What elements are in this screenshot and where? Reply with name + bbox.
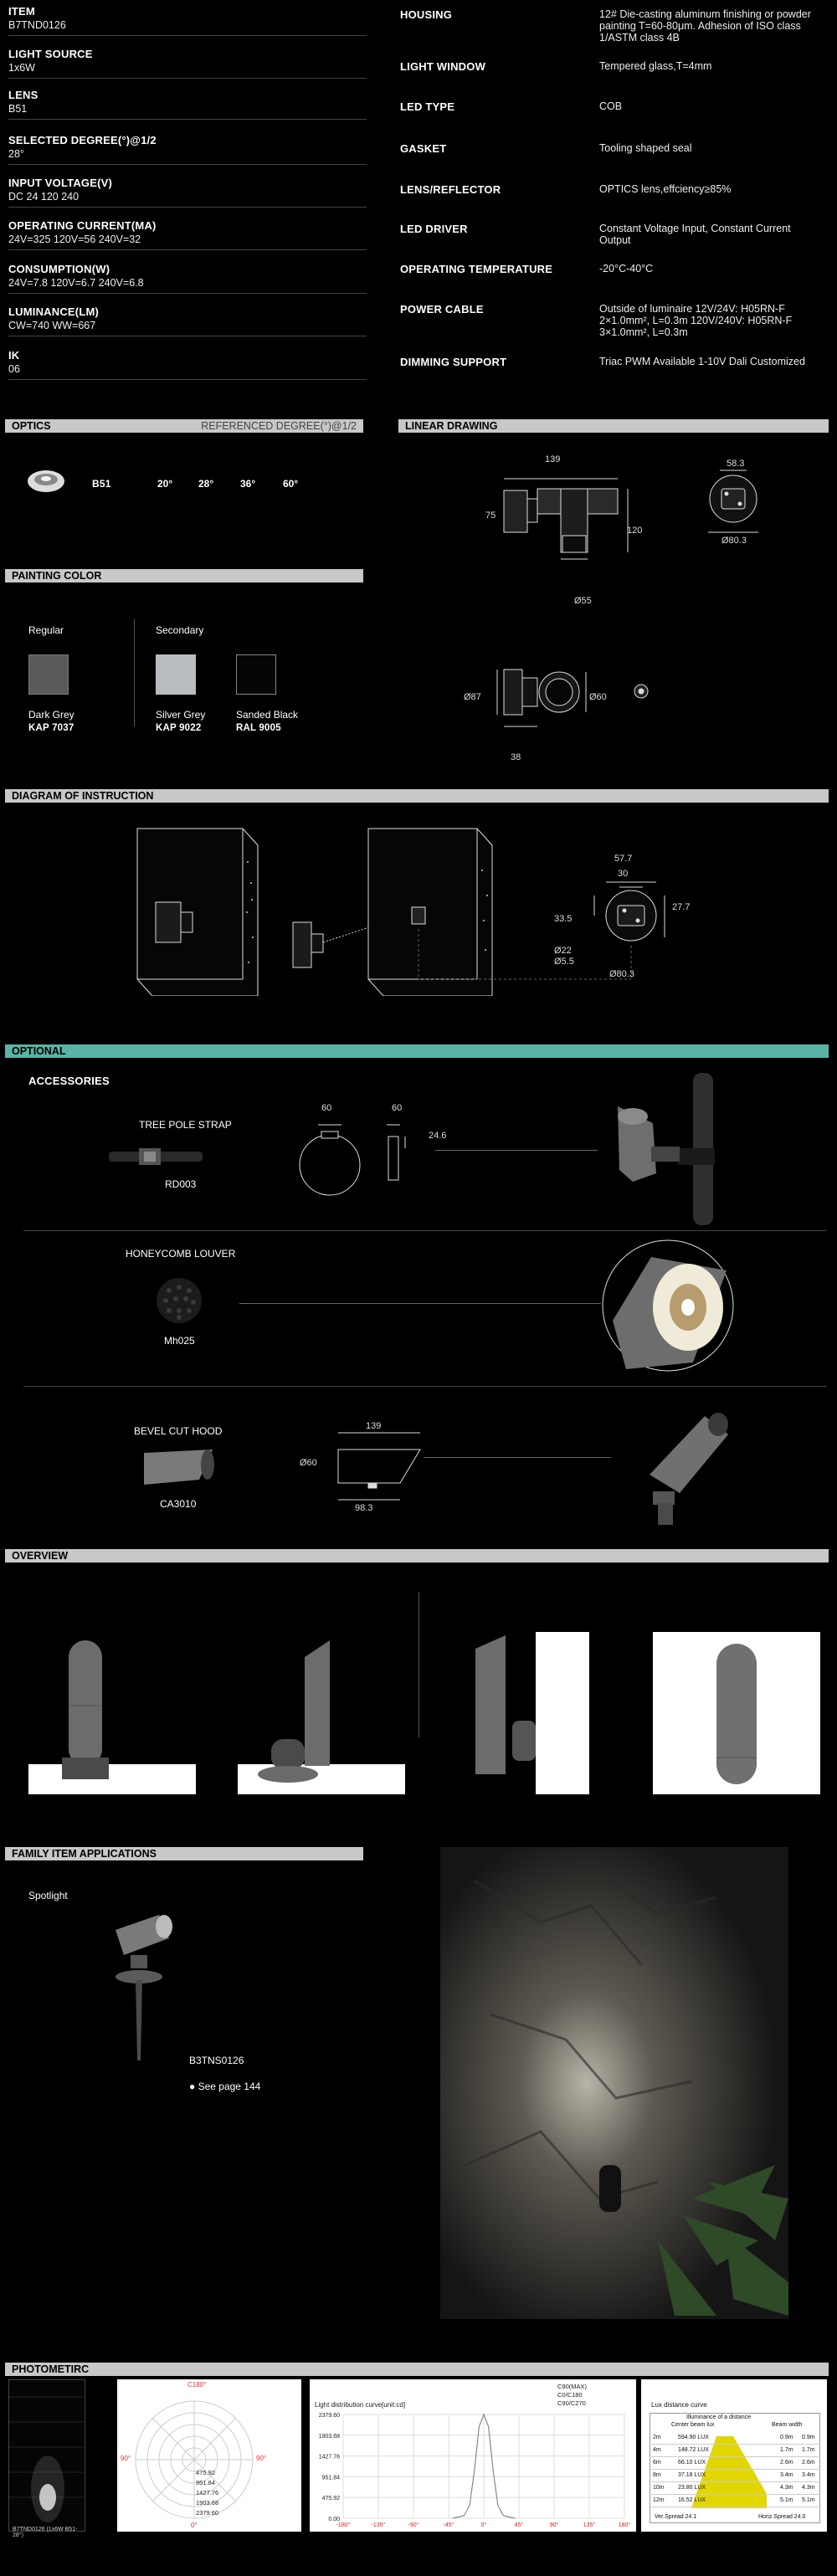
lux-cell: 2.6m: [802, 2460, 815, 2466]
honeycomb-louver-image: [154, 1275, 204, 1326]
swatch-sanded-black: [236, 654, 276, 695]
hood-leader-line: [424, 1457, 611, 1458]
family-header: [5, 1847, 363, 1860]
accessories-title: ACCESSORIES: [28, 1075, 110, 1087]
spec-value: Triac PWM Available 1-10V Dali Customized: [599, 356, 805, 367]
spec-divider: [8, 293, 367, 294]
spec-value: 12# Die-casting aluminum finishing or powder painting T=60-80μm. Adhesion of ISO class 1/ASTM class 4B: [599, 8, 811, 44]
family-title: FAMILY ITEM APPLICATIONS: [12, 1848, 157, 1860]
instr-dim-d3: Ø80.3: [609, 969, 634, 979]
dim-left-diameter: Ø87: [464, 692, 481, 702]
legend-c90-c270: C90/C270: [557, 2399, 586, 2407]
spec-label: OPERATING TEMPERATURE: [400, 263, 553, 275]
lux-cell: 4.3m: [780, 2485, 793, 2491]
spec-label: LENS: [8, 89, 39, 101]
strap-leader-line: [435, 1150, 598, 1151]
spec-value: B7TND0126: [8, 19, 66, 31]
lux-cell: 10m: [653, 2485, 665, 2491]
spec-value: Tooling shaped seal: [599, 142, 692, 154]
dim-top-width: 139: [545, 454, 561, 464]
instruction-diagram: [126, 803, 778, 996]
instr-dim-w1: 57.7: [614, 854, 633, 864]
lux-cell: 594.90 LUX: [678, 2435, 709, 2440]
lux-foot-left: Ver.Spread 24.1: [655, 2514, 697, 2520]
strap-dim-3: 24.6: [429, 1131, 447, 1141]
lux-cell: 148.72 LUX: [678, 2447, 709, 2453]
x-tick-label: -90°: [408, 2522, 419, 2528]
lens-code: B51: [92, 478, 111, 490]
y-tick-label: 1427.76: [318, 2454, 340, 2461]
spec-label: LED DRIVER: [400, 223, 468, 235]
secondary-label: Secondary: [156, 624, 204, 636]
color-divider: [134, 619, 135, 726]
bevel-cut-hood-image: [141, 1446, 216, 1491]
overview-header: [5, 1549, 829, 1563]
lux-foot-right: Horiz.Spread 24.0: [758, 2514, 806, 2520]
overview-product-3: [455, 1632, 589, 1794]
spec-label: LIGHT SOURCE: [8, 48, 93, 60]
spec-value: Constant Voltage Input, Constant Current Output: [599, 223, 791, 246]
lux-cell: 3.4m: [802, 2472, 815, 2478]
y-tick-label: 1903.68: [318, 2433, 340, 2440]
instr-dim-d1: Ø22: [554, 946, 572, 956]
polar-value-4: 1903.68: [196, 2499, 219, 2507]
lux-cell: 23.80 LUX: [678, 2485, 706, 2491]
overview-product-1: [28, 1632, 196, 1794]
lux-cell: 3.4m: [780, 2472, 793, 2478]
spec-value: Outside of luminaire 12V/24V: H05RN-F 2×1.0mm², L=0.3m 120V/240V: H05RN-F 3×1.0mm², L=0.3m: [599, 303, 793, 338]
instr-dim-w2: 30: [618, 869, 629, 879]
distribution-chart: [310, 2379, 636, 2532]
x-tick-label: 180°: [618, 2522, 631, 2528]
optics-title: OPTICS: [12, 420, 51, 432]
swatch-dark-grey: [28, 654, 69, 695]
instruction-title: DIAGRAM OF INSTRUCTION: [12, 790, 154, 802]
family-see-page[interactable]: ● See page 144: [189, 2081, 261, 2092]
polar-label-top: C180°: [187, 2381, 207, 2389]
legend-c0-c180: C0/C180: [557, 2391, 583, 2399]
polar-value-2: 951.84: [196, 2479, 215, 2486]
distribution-chart-title: Light distribution curve[unit:cd]: [315, 2401, 406, 2409]
lux-head-illuminance: Illuminance of a distance: [686, 2414, 752, 2420]
polar-value-5: 2379.60: [196, 2509, 219, 2517]
spec-label: HOUSING: [400, 8, 453, 21]
lux-head-beam: Beam width: [772, 2422, 803, 2428]
spec-label: LIGHT WINDOW: [400, 60, 486, 73]
polar-value-1: 475.92: [196, 2469, 215, 2476]
accessory-divider-1: [23, 1230, 827, 1231]
polar-chart: [117, 2379, 301, 2532]
hood-dim-2: Ø60: [300, 1458, 317, 1468]
instruction-header: [5, 789, 829, 803]
accessory-divider-2: [23, 1386, 827, 1387]
y-tick-label: 0.00: [328, 2517, 340, 2522]
dim-base: 38: [511, 752, 521, 762]
polar-value-3: 1427.76: [196, 2489, 219, 2496]
color-code-silver-grey: KAP 9022: [156, 723, 202, 733]
color-code-dark-grey: KAP 7037: [28, 723, 74, 733]
louver-leader-line: [239, 1303, 601, 1304]
spec-value: 28°: [8, 148, 24, 160]
painting-color-title: PAINTING COLOR: [12, 570, 102, 582]
lux-cell: 2m: [653, 2435, 661, 2440]
lux-cell: 4m: [653, 2447, 661, 2453]
linear-drawing-title: LINEAR DRAWING: [405, 420, 498, 432]
polar-values: [196, 2468, 218, 2518]
hood-dim-3: 98.3: [355, 1503, 373, 1513]
dim-side-height: 75: [485, 511, 496, 521]
x-tick-label: -135°: [371, 2522, 386, 2528]
spec-label: LED TYPE: [400, 100, 455, 113]
lux-row-divider: [651, 2469, 819, 2470]
color-code-sanded-black: RAL 9005: [236, 723, 281, 733]
color-name-sanded-black: Sanded Black: [236, 709, 299, 721]
spec-label: LUMINANCE(LM): [8, 305, 100, 318]
lux-cell: 6m: [653, 2460, 661, 2466]
optics-referenced-degree: REFERENCED DEGREE(°)@1/2: [201, 420, 357, 432]
spec-value: CW=740 WW=667: [8, 320, 96, 331]
x-tick-label: -45°: [443, 2522, 454, 2528]
legend-c90max: C90(MAX): [557, 2383, 588, 2390]
lux-row-divider: [651, 2456, 819, 2457]
spec-label: POWER CABLE: [400, 303, 484, 316]
regular-label: Regular: [28, 624, 64, 636]
lux-cell: 12m: [653, 2497, 665, 2503]
spec-label: IK: [8, 349, 20, 362]
lux-cell: 37.18 LUX: [678, 2472, 706, 2478]
honeycomb-louver-closeup: [601, 1237, 735, 1374]
spec-divider: [8, 78, 367, 79]
tree-pole-strap-name: TREE POLE STRAP: [139, 1119, 232, 1131]
photometric-title: PHOTOMETIRC: [12, 2363, 90, 2375]
lux-cell: 5.1m: [802, 2497, 815, 2503]
lux-cell: 1.7m: [780, 2447, 793, 2453]
lux-distance-panel: [641, 2379, 827, 2532]
hood-dim-1: 139: [366, 1421, 382, 1431]
lux-cell: 5.1m: [780, 2497, 793, 2503]
spec-divider: [8, 119, 367, 120]
thumbnail-caption: B7TND0126 (1x6W B51-28°): [13, 2527, 78, 2538]
y-tick-label: 2379.60: [318, 2413, 340, 2419]
spec-value: COB: [599, 100, 623, 112]
lux-cell: 0.9m: [780, 2435, 793, 2440]
strap-dim-2: 60: [392, 1103, 403, 1113]
tree-pole-strap-image: [105, 1145, 206, 1170]
spec-label: ITEM: [8, 5, 35, 18]
spec-value: B51: [8, 103, 28, 115]
instr-dim-d2: Ø5.5: [554, 957, 574, 967]
spec-value: Tempered glass,T=4mm: [599, 60, 712, 72]
dim-bottom-diameter: Ø55: [574, 596, 592, 606]
spec-divider: [8, 379, 367, 380]
spec-divider: [8, 35, 367, 36]
dim-right-diameter-2: Ø60: [589, 692, 607, 702]
lux-row-divider: [651, 2494, 819, 2495]
lux-row-divider: [651, 2444, 819, 2445]
instr-dim-h2: 27.7: [672, 902, 691, 912]
spec-label: GASKET: [400, 142, 447, 155]
optional-title: OPTIONAL: [12, 1045, 66, 1057]
y-tick-label: 475.92: [321, 2496, 340, 2502]
dim-right-diameter: Ø80.3: [721, 536, 747, 546]
family-item-name: Spotlight: [28, 1890, 68, 1901]
lens-image: [25, 467, 67, 495]
degree-28: 28°: [198, 478, 214, 490]
bevel-hood-photo: [624, 1411, 733, 1527]
spec-label: OPERATING CURRENT(MA): [8, 219, 157, 232]
lux-row-divider: [651, 2481, 819, 2482]
bevel-cut-hood-name: BEVEL CUT HOOD: [134, 1425, 223, 1437]
linear-drawing: [494, 452, 820, 770]
polar-label-right: 90°: [256, 2455, 267, 2462]
spec-value: 06: [8, 363, 20, 375]
overview-product-2: [238, 1632, 405, 1794]
spec-label: SELECTED DEGREE(°)@1/2: [8, 134, 157, 146]
x-tick-label: 0°: [480, 2522, 487, 2528]
degree-20: 20°: [157, 478, 173, 490]
tree-pole-photo: [608, 1073, 716, 1225]
distribution-chart-legend: [557, 2383, 587, 2408]
lux-cell: 16.52 LUX: [678, 2497, 706, 2503]
x-tick-label: 45°: [514, 2522, 524, 2528]
spec-value: 1x6W: [8, 62, 35, 74]
x-tick-label: -180°: [336, 2522, 351, 2528]
bevel-cut-hood-drawing: [326, 1424, 435, 1511]
spec-value: -20°C-40°C: [599, 263, 654, 275]
tree-pole-strap-code: RD003: [165, 1178, 197, 1190]
honeycomb-louver-name: HONEYCOMB LOUVER: [126, 1248, 236, 1260]
optional-header: [5, 1044, 829, 1058]
instr-dim-h1: 33.5: [554, 914, 573, 924]
swatch-silver-grey: [156, 654, 196, 695]
lux-cell: 2.6m: [780, 2460, 793, 2466]
spec-value: OPTICS lens,effciency≥85%: [599, 183, 732, 195]
overview-product-4: [653, 1632, 820, 1794]
tree-pole-strap-drawing: [293, 1113, 427, 1205]
spec-label: LENS/REFLECTOR: [400, 183, 501, 196]
painting-color-header: [5, 569, 363, 582]
color-name-silver-grey: Silver Grey: [156, 709, 206, 721]
degree-60: 60°: [283, 478, 299, 490]
spec-label: DIMMING SUPPORT: [400, 356, 507, 368]
spec-divider: [8, 164, 367, 165]
honeycomb-louver-code: Mh025: [164, 1335, 195, 1347]
x-tick-label: 90°: [549, 2522, 559, 2528]
family-item-code: B3TNS0126: [189, 2055, 244, 2066]
spec-value: 24V=325 120V=56 240V=32: [8, 233, 141, 245]
overview-divider: [418, 1592, 419, 1737]
y-tick-label: 951.84: [321, 2475, 340, 2481]
lux-cell: 8m: [653, 2472, 661, 2478]
lux-head-center: Center beam lux: [671, 2422, 715, 2428]
polar-label-left: 90°: [121, 2455, 131, 2462]
overview-title: OVERVIEW: [12, 1550, 69, 1562]
lux-cell: 4.3m: [802, 2485, 815, 2491]
spec-value: DC 24 120 240: [8, 191, 80, 203]
degree-36: 36°: [240, 478, 256, 490]
spec-divider: [8, 207, 367, 208]
family-spotlight-image: [104, 1910, 179, 2064]
lux-distance-title: Lux distance curve: [651, 2401, 707, 2409]
lux-cell: 0.9m: [802, 2435, 815, 2440]
photometric-thumbnail: [8, 2379, 85, 2538]
dim-body-height: 120: [627, 526, 643, 536]
color-name-dark-grey: Dark Grey: [28, 709, 74, 721]
dim-top-right: 58.3: [727, 459, 745, 469]
lux-cell: 66.10 LUX: [678, 2460, 706, 2466]
strap-dim-1: 60: [321, 1103, 332, 1113]
polar-label-bottom: 0°: [191, 2522, 198, 2529]
photometric-header: [5, 2363, 829, 2376]
lux-cell: 1.7m: [802, 2447, 815, 2453]
linear-drawing-header: [398, 419, 829, 433]
x-tick-label: 135°: [583, 2522, 596, 2528]
spec-label: CONSUMPTION(W): [8, 263, 110, 275]
bevel-cut-hood-code: CA3010: [160, 1498, 197, 1510]
spec-divider: [8, 249, 367, 250]
spec-label: INPUT VOLTAGE(V): [8, 177, 113, 189]
optics-header: [5, 419, 363, 433]
spec-value: 24V=7.8 120V=6.7 240V=6.8: [8, 277, 144, 289]
family-application-photo: [440, 1847, 788, 2319]
